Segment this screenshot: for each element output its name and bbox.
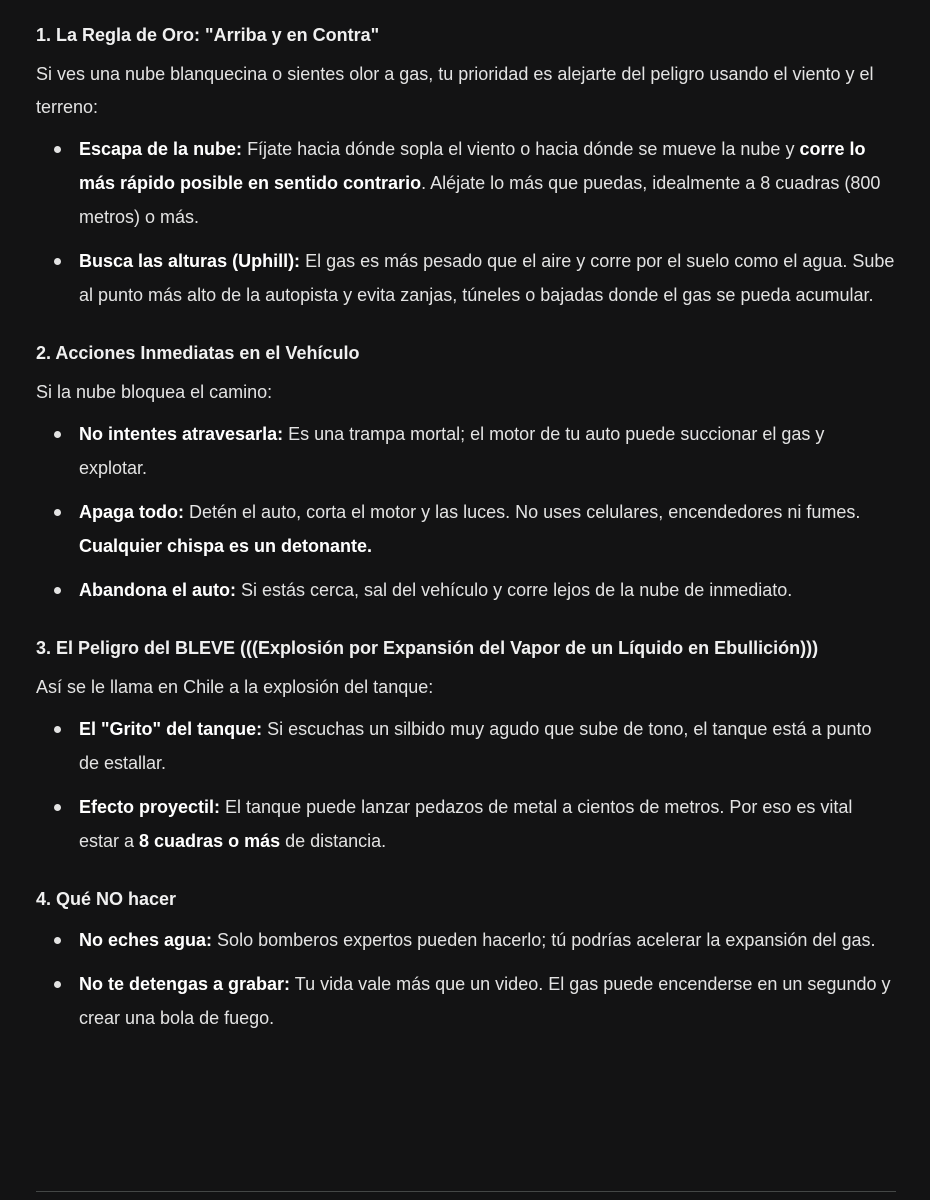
bullet-bold-text: 8 cuadras o más: [139, 831, 281, 851]
bullet-list: [36, 712, 896, 858]
bullet-bold-text: Cualquier chispa es un detonante.: [79, 536, 373, 556]
list-item: [36, 967, 896, 1035]
bullet-bold-text: Efecto proyectil:: [79, 797, 221, 817]
list-item: [36, 923, 896, 957]
bullet-bold-text: No intentes atravesarla:: [79, 424, 284, 444]
bullet-bold-text: El "Grito" del tanque:: [79, 719, 263, 739]
section-3: [36, 632, 896, 858]
list-item: [36, 495, 896, 563]
bullet-bold-text: No eches agua:: [79, 930, 213, 950]
bullet-bold-text: Abandona el auto:: [79, 580, 236, 600]
bullet-list: [36, 923, 896, 1035]
bullet-text: Solo bomberos expertos pueden hacerlo; tú podrías acelerar la expansión del gas.: [212, 930, 876, 950]
bullet-text: El gas es más pesado que el aire y corre por el suelo como el agua. Sube al punto más alto de la autopista y evita zanjas, túneles o bajadas donde el gas se pueda acumular.: [79, 251, 895, 305]
list-item: [36, 790, 896, 858]
divider: [36, 1191, 896, 1192]
bullet-text: Si escuchas un silbido muy agudo que sube de tono, el tanque está a punto de estallar.: [79, 719, 872, 773]
bullet-bold-text: No te detengas a grabar:: [79, 974, 291, 994]
bullet-text: Es una trampa mortal; el motor de tu auto puede succionar el gas y explotar.: [79, 424, 825, 478]
bullet-bold-text: Apaga todo:: [79, 502, 184, 522]
bullet-text: El tanque puede lanzar pedazos de metal a cientos de metros. Por eso es vital estar a: [79, 797, 853, 851]
section-4: [36, 883, 896, 1035]
bullet-text: Detén el auto, corta el motor y las luces. No uses celulares, encendedores ni fumes.: [184, 502, 861, 522]
section-intro: Si ves una nube blanquecina o sientes olor a gas, tu prioridad es alejarte del peligro usando el viento y el terreno:: [36, 64, 874, 117]
bullet-bold-text: corre lo más rápido posible en sentido contrario: [79, 139, 866, 193]
list-item: [36, 132, 896, 234]
section-1: [36, 19, 896, 312]
list-item: [36, 244, 896, 312]
list-item: [36, 712, 896, 780]
section-heading: 2. Acciones Inmediatas en el Vehículo: [36, 343, 360, 363]
bullet-bold-text: Busca las alturas (Uphill):: [79, 251, 301, 271]
bullet-list: [36, 417, 896, 607]
section-heading: 3. El Peligro del BLEVE (((Explosión por Expansión del Vapor de un Líquido en Ebullición))): [36, 638, 819, 658]
list-item: [36, 573, 896, 607]
response-content: [36, 19, 896, 1045]
bullet-text: Si estás cerca, sal del vehículo y corre lejos de la nube de inmediato.: [236, 580, 793, 600]
section-intro: Si la nube bloquea el camino:: [36, 382, 273, 402]
section-heading: 1. La Regla de Oro: "Arriba y en Contra": [36, 25, 380, 45]
bullet-bold-text: Escapa de la nube:: [79, 139, 243, 159]
bullet-list: [36, 132, 896, 312]
bullet-text: Fíjate hacia dónde sopla el viento o hacia dónde se mueve la nube y: [242, 139, 800, 159]
section-heading: 4. Qué NO hacer: [36, 889, 177, 909]
section-2: [36, 337, 896, 607]
section-intro: Así se le llama en Chile a la explosión del tanque:: [36, 677, 434, 697]
bullet-text: de distancia.: [280, 831, 387, 851]
bullet-text: Tu vida vale más que un video. El gas puede encenderse en un segundo y crear una bola de fuego.: [79, 974, 891, 1028]
list-item: [36, 417, 896, 485]
bullet-text: . Aléjate lo más que puedas, idealmente a 8 cuadras (800 metros) o más.: [79, 173, 881, 227]
